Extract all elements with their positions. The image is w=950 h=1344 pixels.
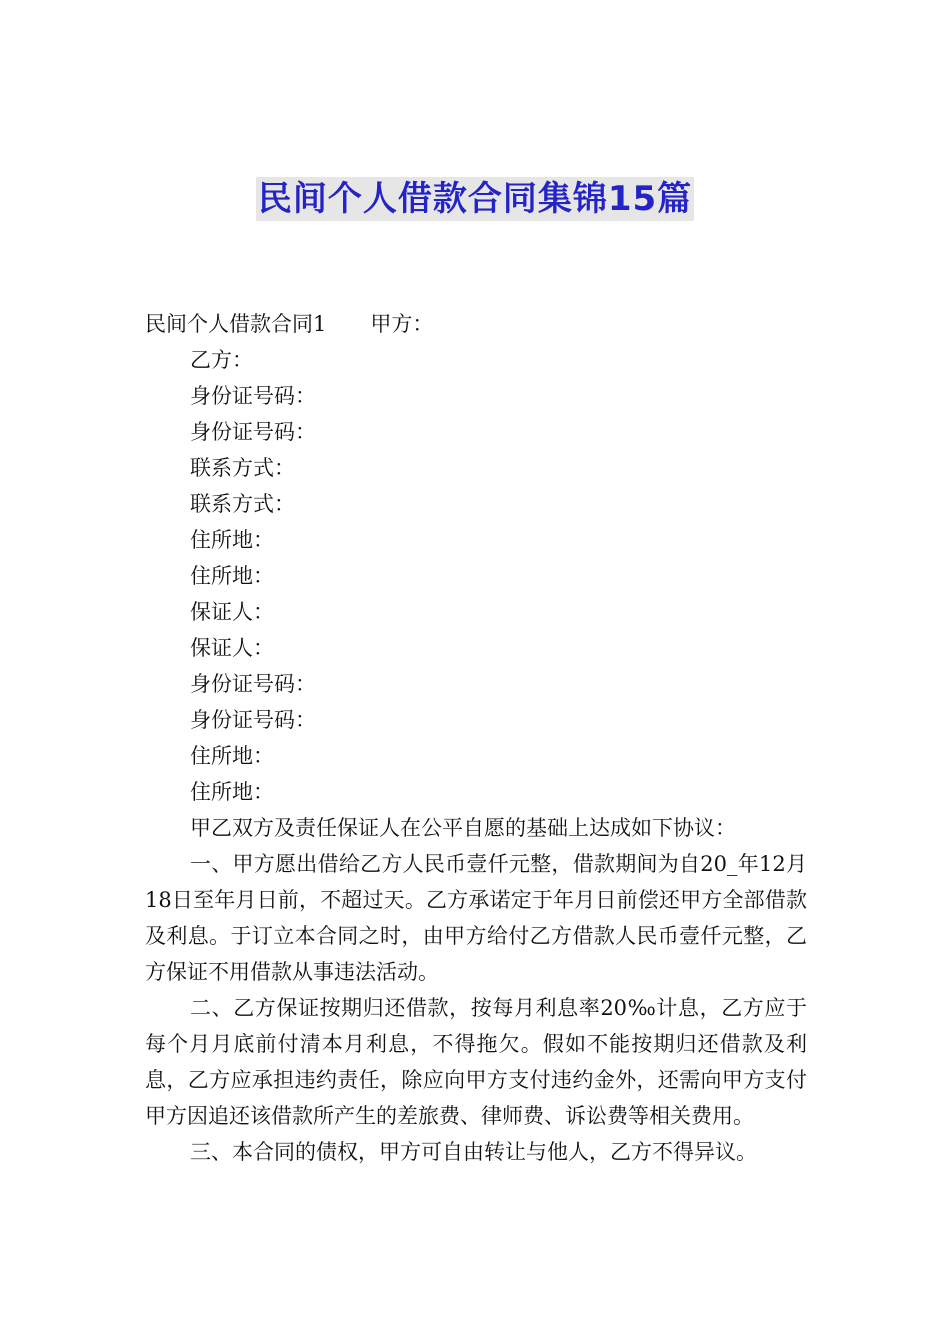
paragraph-clause-1: 一、甲方愿出借给乙方人民币壹仟元整，借款期间为自20_年12月18日至年月日前，不超过天。乙方承诺定于年月日前偿还甲方全部借款及利息。于订立本合同之时，由甲方给付乙方借款人民币壹仟元整，乙方保证不用借款从事违法活动。: [145, 852, 807, 984]
document-title: 民间个人借款合同集锦15篇: [257, 179, 693, 219]
contract-heading: 民间个人借款合同1: [145, 312, 327, 336]
field-id-number: 身份证号码：: [190, 708, 316, 732]
paragraph-agreement-intro: 甲乙双方及责任保证人在公平自愿的基础上达成如下协议：: [190, 816, 736, 840]
field-guarantor: 保证人：: [190, 636, 274, 660]
field-id-number: 身份证号码：: [190, 384, 316, 408]
field-id-number: 身份证号码：: [190, 420, 316, 444]
field-address: 住所地：: [190, 528, 274, 552]
party-a-label: 甲方：: [370, 312, 434, 336]
contract-heading-line: [145, 306, 807, 342]
field-guarantor: 保证人：: [190, 600, 274, 624]
field-address: 住所地：: [190, 744, 274, 768]
field-contact: 联系方式：: [190, 456, 295, 480]
field-party-b: 乙方：: [190, 348, 253, 372]
paragraph-clause-3: 三、本合同的债权，甲方可自由转让与他人，乙方不得异议。: [190, 1140, 757, 1164]
field-address: 住所地：: [190, 780, 274, 804]
paragraph-clause-2: 二、乙方保证按期归还借款，按每月利息率20‰计息，乙方应于每个月月底前付清本月利息，不得拖欠。假如不能按期归还借款及利息，乙方应承担违约责任，除应向甲方支付违约金外，还需向甲方支付甲方因追还该借款所产生的差旅费、律师费、诉讼费等相关费用。: [145, 996, 807, 1128]
field-address: 住所地：: [190, 564, 274, 588]
title-container: [0, 177, 950, 221]
field-contact: 联系方式：: [190, 492, 295, 516]
field-id-number: 身份证号码：: [190, 672, 316, 696]
document-body: [145, 306, 807, 1170]
